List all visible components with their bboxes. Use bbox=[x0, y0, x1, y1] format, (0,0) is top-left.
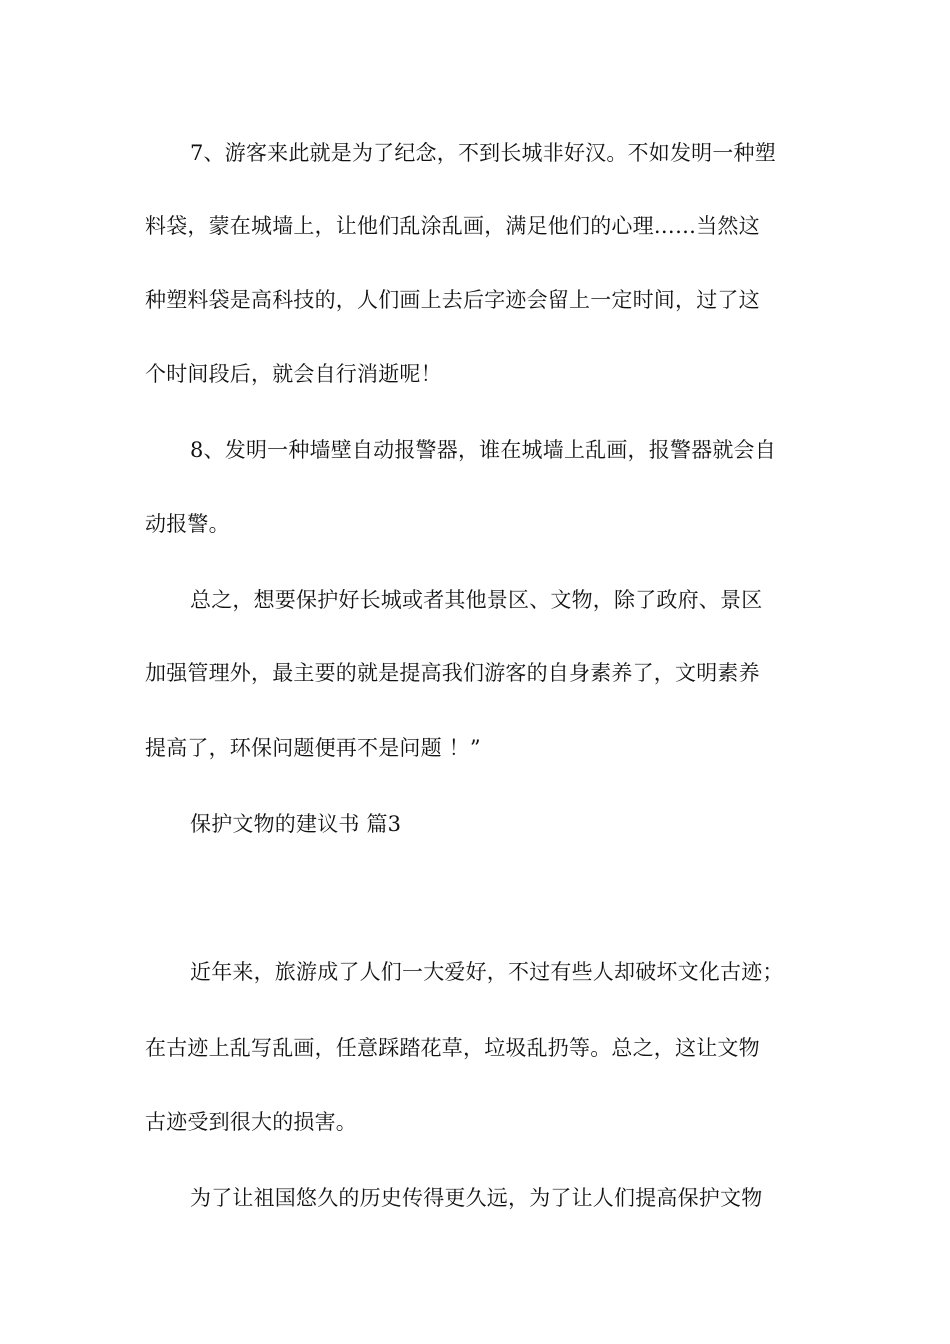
paragraph-line: 种塑料袋是高科技的，人们画上去后字迹会留上一定时间，过了这 bbox=[145, 288, 760, 312]
paragraph-line: 为了让祖国悠久的历史传得更久远，为了让人们提高保护文物 bbox=[190, 1186, 763, 1210]
paragraph-line: 8、发明一种墙壁自动报警器，谁在城墙上乱画，报警器就会自 bbox=[190, 438, 776, 462]
paragraph-line: 总之，想要保护好长城或者其他景区、文物，除了政府、景区 bbox=[190, 588, 763, 612]
paragraph-line: 7、游客来此就是为了纪念，不到长城非好汉。不如发明一种塑 bbox=[190, 141, 776, 165]
paragraph-line: 提高了，环保问题便再不是问题 ！” bbox=[145, 736, 481, 760]
section-heading: 保护文物的建议书 篇3 bbox=[190, 812, 402, 836]
paragraph-line: 古迹受到很大的损害。 bbox=[145, 1110, 357, 1134]
paragraph-line: 近年来，旅游成了人们一大爱好，不过有些人却破坏文化古迹； bbox=[190, 960, 784, 984]
paragraph-line: 在古迹上乱写乱画，任意踩踏花草，垃圾乱扔等。总之，这让文物 bbox=[145, 1036, 760, 1060]
paragraph-line: 个时间段后，就会自行消逝呢！ bbox=[145, 362, 442, 386]
paragraph-line: 动报警。 bbox=[145, 512, 230, 536]
paragraph-line: 加强管理外，最主要的就是提高我们游客的自身素养了，文明素养 bbox=[145, 661, 760, 685]
paragraph-line: 料袋，蒙在城墙上，让他们乱涂乱画，满足他们的心理……当然这 bbox=[145, 214, 760, 238]
